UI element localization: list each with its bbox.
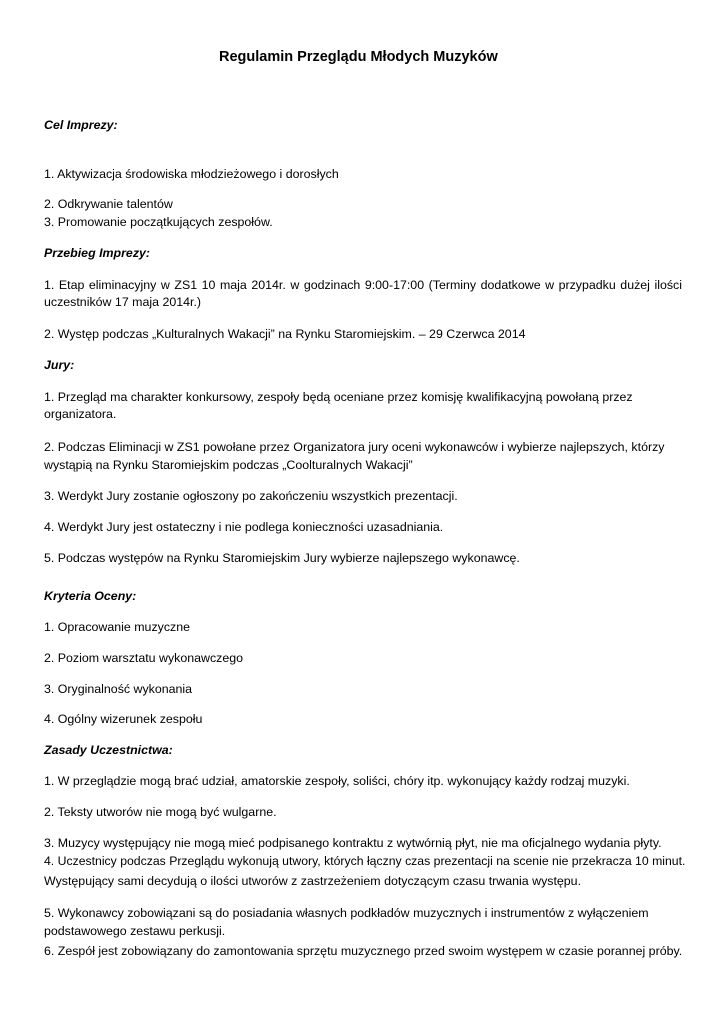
list-item: 2. Odkrywanie talentów — [44, 197, 173, 211]
section-heading-cel: Cel Imprezy: — [44, 118, 118, 132]
list-item: 2. Teksty utworów nie mogą być wulgarne. — [44, 805, 277, 819]
list-item-continuation: wystąpią na Rynku Staromiejskim podczas „Coolturalnych Wakacji” — [44, 458, 413, 472]
section-heading-przebieg: Przebieg Imprezy: — [44, 246, 151, 260]
list-item: 3. Muzycy występujący nie mogą mieć podpisanego kontraktu z wytwórnią płyt, nie ma oficjalnego wydania płyty. — [44, 836, 662, 850]
list-item: 3. Promowanie początkujących zespołów. — [44, 215, 273, 229]
section-heading-zasady: Zasady Uczestnictwa: — [44, 743, 173, 757]
list-item: 3. Werdykt Jury zostanie ogłoszony po zakończeniu wszystkich prezentacji. — [44, 489, 458, 503]
list-item: 6. Zespół jest zobowiązany do zamontowania sprzętu muzycznego przed swoim występem w czasie porannej próby. — [44, 944, 683, 958]
list-item-continuation: organizatora. — [44, 407, 117, 421]
list-item: 1. Opracowanie muzyczne — [44, 620, 191, 634]
list-item: 4. Werdykt Jury jest ostateczny i nie podlega konieczności uzasadniania. — [44, 520, 444, 534]
list-item-continuation: uczestników 17 maja 2014r.) — [44, 295, 202, 309]
list-item: 1. W przeglądzie mogą brać udział, amatorskie zespoły, soliści, chóry itp. wykonujący każdy rodzaj muzyki. — [44, 774, 630, 788]
list-item: 4. Ogólny wizerunek zespołu — [44, 712, 203, 726]
list-item: 4. Uczestnicy podczas Przeglądu wykonują utwory, których łączny czas prezentacji na scenie nie przekracza 10 minut. — [44, 854, 686, 868]
list-item: 1. Przegląd ma charakter konkursowy, zespoły będą oceniane przez komisję kwalifikacyjną powołaną przez — [44, 390, 633, 404]
section-heading-jury: Jury: — [44, 358, 75, 372]
section-heading-kryteria: Kryteria Oceny: — [44, 589, 137, 603]
document-title: Regulamin Przeglądu Młodych Muzyków — [219, 49, 498, 65]
list-item: 1. Aktywizacja środowiska młodzieżowego i dorosłych — [44, 167, 339, 181]
list-item-continuation: podstawowego zestawu perkusji. — [44, 924, 226, 938]
list-item-continuation: Występujący sami decydują o ilości utworów z zastrzeżeniem dotyczącym czasu trwania występu. — [44, 874, 582, 888]
list-item: 5. Wykonawcy zobowiązani są do posiadania własnych podkładów muzycznych i instrumentów z wyłączeniem — [44, 906, 649, 920]
list-item: 5. Podczas występów na Rynku Staromiejskim Jury wybierze najlepszego wykonawcę. — [44, 551, 520, 565]
list-item: 3. Oryginalność wykonania — [44, 682, 193, 696]
list-item: 2. Poziom warsztatu wykonawczego — [44, 651, 244, 665]
list-item: 2. Podczas Eliminacji w ZS1 powołane przez Organizatora jury oceni wykonawców i wybierze najlepszych, którzy — [44, 440, 665, 454]
list-item: 1. Etap eliminacyjny w ZS1 10 maja 2014r. w godzinach 9:00-17:00 (Terminy dodatkowe w przypadku dużej ilości — [44, 278, 682, 292]
list-item: 2. Występ podczas „Kulturalnych Wakacji” na Rynku Staromiejskim. – 29 Czerwca 2014 — [44, 327, 526, 341]
